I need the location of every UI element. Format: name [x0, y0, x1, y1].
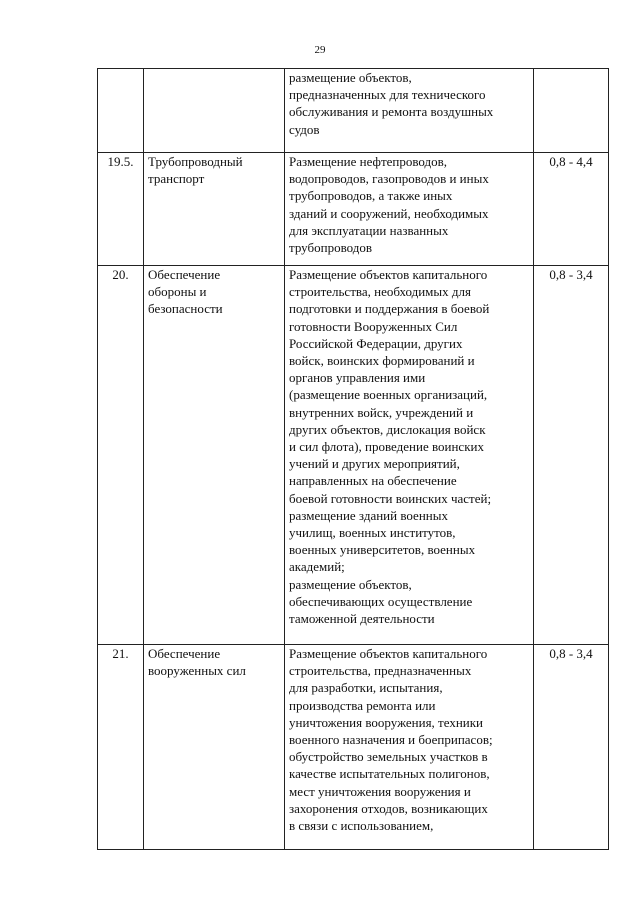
land-use-name — [144, 645, 285, 850]
description-line: для эксплуатации названных — [289, 222, 449, 238]
description-line: Размещение нефтепроводов, — [289, 154, 448, 169]
name-line: вооруженных сил — [148, 663, 246, 679]
description-line: размещение зданий военных — [289, 507, 448, 523]
description-line: мест уничтожения вооружения и — [289, 783, 471, 799]
description-line: (размещение военных организаций, — [289, 387, 488, 403]
description-line: в связи с использованием, — [289, 818, 434, 834]
ratio-value — [534, 69, 609, 153]
description-line: водопроводов, газопроводов и иных — [289, 171, 489, 187]
description-line: училищ, военных институтов, — [289, 525, 456, 541]
description-line: и сил флота), проведение воинских — [289, 439, 484, 455]
land-use-description — [285, 645, 534, 850]
description-line: военного назначения и боеприпасов; — [289, 732, 493, 748]
description-line: Размещение объектов капитального — [289, 646, 488, 661]
description-line: захоронения отходов, возникающих — [289, 800, 488, 816]
name-line: транспорт — [148, 171, 205, 187]
name-line: безопасности — [148, 301, 223, 317]
description-line: учений и других мероприятий, — [289, 456, 460, 472]
description-line: органов управления ими — [289, 370, 426, 386]
description-line: строительства, необходимых для — [289, 284, 471, 300]
description-line: обеспечивающих осуществление — [289, 593, 473, 609]
land-use-description — [285, 266, 534, 645]
land-use-name — [144, 69, 285, 153]
description-line: уничтожения вооружения, техники — [289, 714, 484, 730]
name-line: обороны и — [148, 284, 207, 300]
description-line: подготовки и поддержания в боевой — [289, 301, 490, 317]
description-line: судов — [289, 121, 320, 137]
description-line: размещение объектов, — [289, 576, 412, 592]
table-row — [98, 266, 609, 645]
description-line: готовности Вооруженных Сил — [289, 318, 458, 334]
name-line: Обеспечение — [148, 267, 221, 282]
description-line: обустройство земельных участков в — [289, 749, 488, 765]
table-row — [98, 645, 609, 850]
row-number: 21. — [98, 645, 144, 850]
description-line: зданий и сооружений, необходимых — [289, 205, 489, 221]
page-number: 29 — [314, 44, 326, 56]
table-row — [98, 153, 609, 266]
description-line: трубопроводов — [289, 240, 372, 256]
description-line: военных университетов, военных — [289, 542, 476, 558]
description-line: размещение объектов, — [289, 70, 412, 85]
table-row — [98, 69, 609, 153]
row-number: 19.5. — [98, 153, 144, 266]
description-line: обслуживания и ремонта воздушных — [289, 104, 494, 120]
row-number: 20. — [98, 266, 144, 645]
row-number — [98, 69, 144, 153]
description-line: Размещение объектов капитального — [289, 267, 488, 282]
land-use-name — [144, 266, 285, 645]
description-line: трубопроводов, а также иных — [289, 188, 453, 204]
description-line: предназначенных для технического — [289, 87, 486, 103]
description-line: производства ремонта или — [289, 697, 436, 713]
description-line: других объектов, дислокация войск — [289, 421, 486, 437]
description-line: направленных на обеспечение — [289, 473, 457, 489]
description-line: строительства, предназначенных — [289, 663, 472, 679]
description-line: внутренних войск, учреждений и — [289, 404, 474, 420]
description-line: качестве испытательных полигонов, — [289, 766, 490, 782]
name-line: Трубопроводный — [148, 154, 243, 169]
description-line: боевой готовности воинских частей; — [289, 490, 492, 506]
name-line: Обеспечение — [148, 646, 221, 661]
description-line: войск, воинских формирований и — [289, 353, 475, 369]
description-line: академий; — [289, 559, 345, 575]
land-use-description — [285, 153, 534, 266]
description-line: Российской Федерации, других — [289, 335, 463, 351]
description-line: таможенной деятельности — [289, 611, 435, 627]
ratio-value: 0,8 - 4,4 — [534, 153, 609, 266]
ratio-value: 0,8 - 3,4 — [534, 266, 609, 645]
land-use-table — [97, 68, 609, 850]
land-use-description — [285, 69, 534, 153]
ratio-value: 0,8 - 3,4 — [534, 645, 609, 850]
description-line: для разработки, испытания, — [289, 680, 443, 696]
land-use-name — [144, 153, 285, 266]
